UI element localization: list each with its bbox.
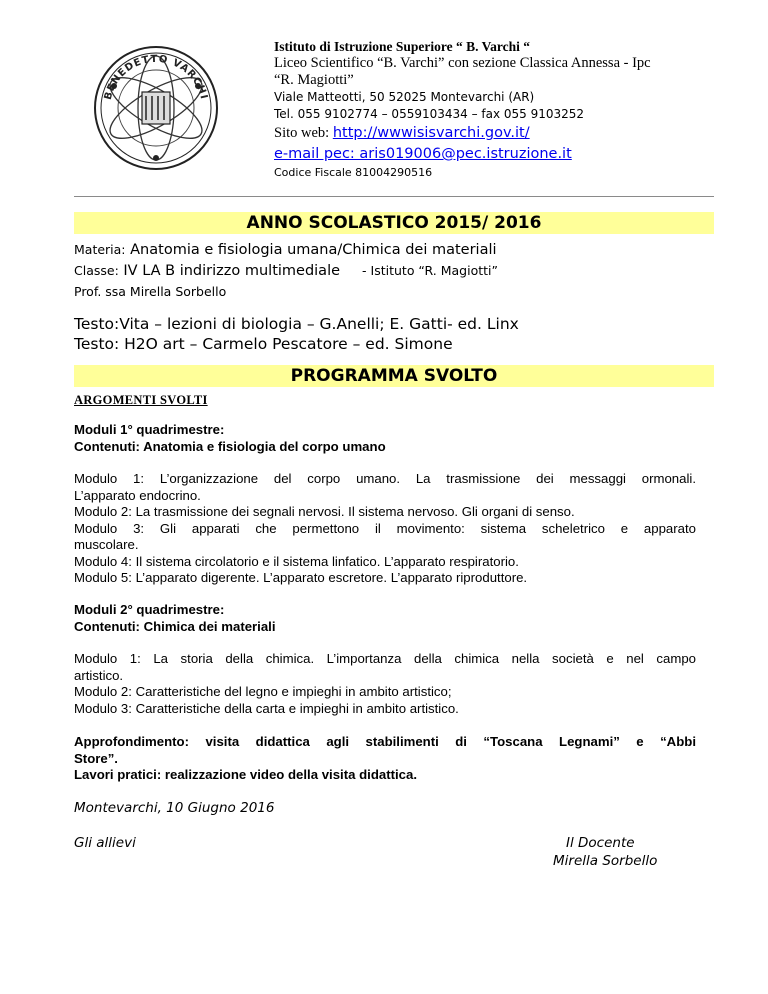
liceo-line-2: “R. Magiotti” (274, 72, 354, 88)
term-2-title: Moduli 2° quadrimestre: (74, 602, 225, 617)
section-title: ARGOMENTI SVOLTI (74, 393, 208, 407)
term-2-heading (74, 602, 696, 635)
svg-text:BENEDETTO VARCHI: BENEDETTO VARCHI (102, 53, 210, 102)
term-1-title: Moduli 1° quadrimestre: (74, 422, 225, 437)
institute-header (274, 38, 734, 181)
list-item: Modulo 1: La storia della chimica. L’importanza della chimica nella società e nel campo (74, 651, 696, 666)
list-item: Modulo 3: Caratteristiche della carta e impieghi in ambito artistico. (74, 700, 459, 716)
term-2-modules (74, 651, 696, 717)
liceo-line-1: Liceo Scientifico “B. Varchi” con sezione Classica Annessa - Ipc (274, 55, 651, 71)
term-1-modules (74, 471, 696, 587)
teacher-name: Mirella Sorbello (553, 853, 658, 869)
fiscal-code: Codice Fiscale 81004290516 (274, 166, 433, 179)
list-item: L’apparato endocrino. (74, 487, 201, 503)
list-item: Modulo 1: L’organizzazione del corpo umano. La trasmissione dei messaggi ormonali. (74, 471, 696, 486)
school-year-banner: ANNO SCOLASTICO 2015/ 2016 (74, 212, 714, 234)
phone-fax: Tel. 055 9102774 – 0559103434 – fax 055 9103252 (274, 107, 585, 121)
term-1-subtitle: Contenuti: Anatomia e fisiologia del corpo umano (74, 438, 386, 454)
teacher-line: Prof. ssa Mirella Sorbello (74, 284, 227, 299)
website-line (274, 123, 734, 144)
subject-label: Materia: (74, 242, 126, 257)
subject-line (74, 240, 497, 260)
term-1-heading (74, 422, 696, 455)
list-item: Modulo 4: Il sistema circolatorio e il sistema linfatico. L’apparato respiratorio. (74, 553, 519, 569)
term-2-subtitle: Contenuti: Chimica dei materiali (74, 618, 276, 634)
in-depth-line-1: Approfondimento: visita didattica agli stabilimenti di “Toscana Legnami” e “Abbi (74, 734, 696, 749)
subject-value: Anatomia e fisiologia umana/Chimica dei materiali (125, 242, 497, 258)
address: Viale Matteotti, 50 52025 Montevarchi (AR) (274, 90, 535, 104)
institute-name: Istituto di Istruzione Superiore “ B. Varchi “ (274, 39, 531, 54)
in-depth-section (74, 734, 696, 784)
list-item: muscolare. (74, 537, 139, 552)
list-item: Modulo 2: Caratteristiche del legno e impieghi in ambito artistico; (74, 684, 452, 699)
list-item: Modulo 2: La trasmissione dei segnali nervosi. Il sistema nervoso. Gli organi di senso. (74, 504, 575, 519)
in-depth-line-2: Store”. (74, 750, 118, 766)
practical-work: Lavori pratici: realizzazione video della visita didattica. (74, 767, 417, 782)
teacher-signature (540, 834, 680, 870)
textbook-1: Testo:Vita – lezioni di biologia – G.Anelli; E. Gatti- ed. Linx (74, 315, 519, 333)
email-link[interactable]: e-mail pec: aris019006@pec.istruzione.it (274, 146, 572, 162)
header-divider (74, 196, 714, 197)
textbook-2: Testo: H2O art – Carmelo Pescatore – ed. Simone (74, 335, 453, 353)
list-item: Modulo 5: L’apparato digerente. L’apparato escretore. L’apparato riproduttore. (74, 570, 528, 585)
list-item: artistico. (74, 667, 124, 683)
students-signature: Gli allievi (74, 835, 136, 851)
class-line (74, 261, 498, 281)
institute-ref: - Istituto “R. Magiotti” (362, 263, 498, 278)
website-label: Sito web: (274, 125, 333, 141)
place-date: Montevarchi, 10 Giugno 2016 (74, 800, 275, 816)
website-link[interactable]: http://wwwisisvarchi.gov.it/ (332, 125, 530, 141)
school-seal-logo (92, 44, 220, 172)
class-value: IV LA B indirizzo multimediale (118, 263, 341, 279)
email-line (274, 144, 734, 165)
list-item: Modulo 3: Gli apparati che permettono il movimento: sistema scheletrico e apparato (74, 520, 696, 536)
program-banner: PROGRAMMA SVOLTO (74, 365, 714, 387)
class-label: Classe: (74, 263, 119, 278)
teacher-label: Il Docente (566, 835, 635, 851)
